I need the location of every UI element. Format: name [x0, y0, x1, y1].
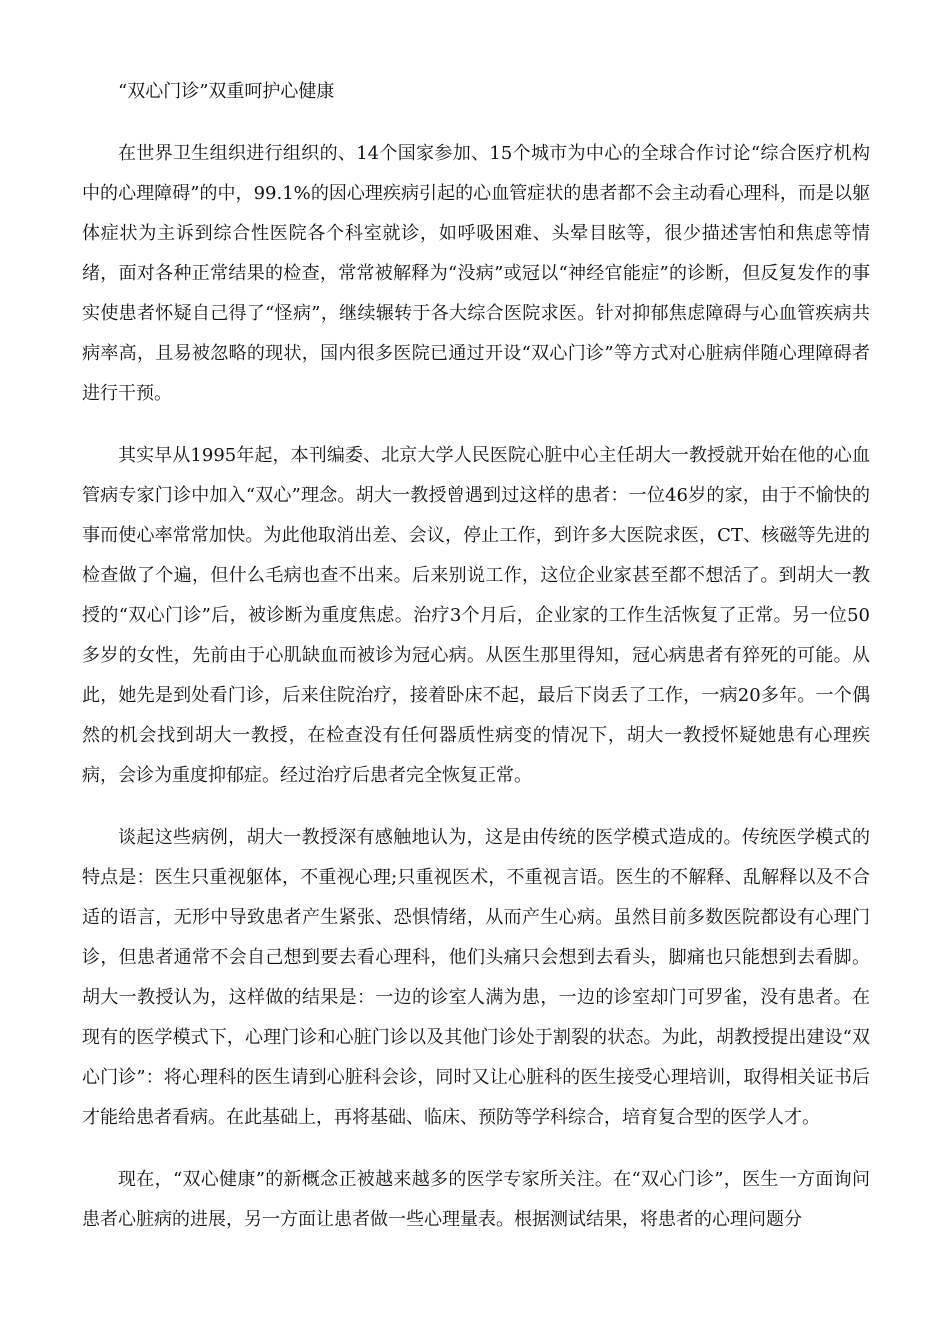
- paragraph-3: 谈起这些病例，胡大一教授深有感触地认为，这是由传统的医学模式造成的。传统医学模式的特点是：医生只重视躯体，不重视心理;只重视医术，不重视言语。医生的不解释、乱解释以及不合适的语言，无形中导致患者产生紧张、恐惧情绪，从而产生心病。虽然目前多数医院都设有心理门诊，但患者通常不会自己想到要去看心理科，他们头痛只会想到去看头，脚痛也只能想到去看脚。胡大一教授认为，这样做的结果是：一边的诊室人满为患，一边的诊室却门可罗雀，没有患者。在现有的医学模式下，心理门诊和心脏门诊以及其他门诊处于割裂的状态。为此，胡教授提出建设“双心门诊”：将心理科的医生请到心脏科会诊，同时又让心脏科的医生接受心理培训，取得相关证书后才能给患者看病。在此基础上，再将基础、临床、预防等学科综合，培育复合型的医学人才。: [82, 827, 870, 1128]
- paragraph-1: 在世界卫生组织进行组织的、14个国家参加、15个城市为中心的全球合作讨论“综合医疗机构中的心理障碍”的中，99.1%的因心理疾病引起的心血管症状的患者都不会主动看心理科，而是以躯体症状为主诉到综合性医院各个科室就诊，如呼吸困难、头晕目眩等，很少描述害怕和焦虑等情绪，面对各种正常结果的检查，常常被解释为“没病”或冠以“神经官能症”的诊断，但反复发作的事实使患者怀疑自己得了“怪病”，继续辗转于各大综合医院求医。针对抑郁焦虑障碍与心血管疾病共病率高，且易被忽略的现状，国内很多医院已通过开设“双心门诊”等方式对心脏病伴随心理障碍者进行干预。: [82, 143, 870, 404]
- document-title: “双心门诊”双重呵护心健康: [118, 81, 335, 102]
- document-page: [82, 72, 870, 1262]
- paragraph-2: 其实早从1995年起，本刊编委、北京大学人民医院心脏中心主任胡大一教授就开始在他的心血管病专家门诊中加入“双心”理念。胡大一教授曾遇到过这样的患者：一位46岁的家，由于不愉快的事而使心率常常加快。为此他取消出差、会议，停止工作，到许多大医院求医，CT、核磁等先进的检查做了个遍，但什么毛病也查不出来。后来别说工作，这位企业家甚至都不想活了。到胡大一教授的“双心门诊”后，被诊断为重度焦虑。治疗3个月后，企业家的工作生活恢复了正常。另一位50多岁的女性，先前由于心肌缺血而被诊为冠心病。从医生那里得知，冠心病患者有猝死的可能。从此，她先是到处看门诊，后来住院治疗，接着卧床不起，最后下岗丢了工作，一病20多年。一个偶然的机会找到胡大一教授，在检查没有任何器质性病变的情况下，胡大一教授怀疑她患有心理疾病，会诊为重度抑郁症。经过治疗后患者完全恢复正常。: [82, 445, 870, 786]
- paragraph-4: 现在，“双心健康”的新概念正被越来越多的医学专家所关注。在“双心门诊”，医生一方面询问患者心脏病的进展，另一方面让患者做一些心理量表。根据测试结果，将患者的心理问题分: [82, 1169, 870, 1230]
